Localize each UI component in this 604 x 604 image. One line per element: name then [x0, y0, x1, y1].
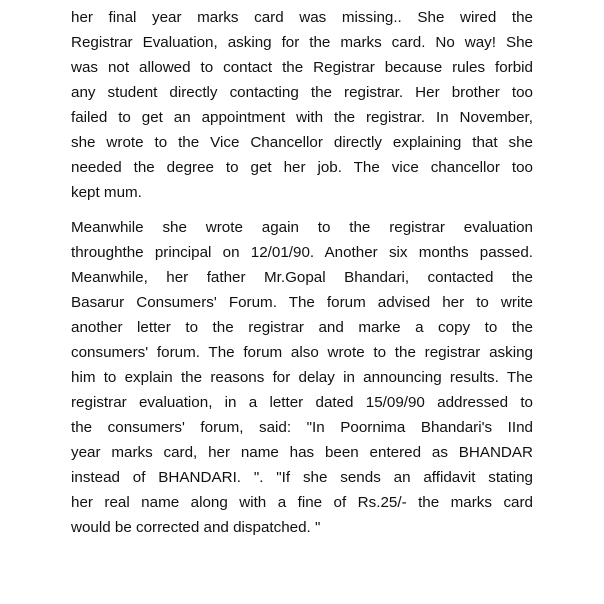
paragraph-2-line: year marks card, her name has been entered as BHANDAR [71, 444, 533, 461]
paragraph-1-line: her final year marks card was missing.. She wired the [71, 9, 533, 26]
paragraph-2-line: would be corrected and dispatched. " [71, 519, 321, 536]
paragraph-1-line: was not allowed to contact the Registrar because rules forbid [71, 59, 533, 76]
paragraph-1-line: any student directly contacting the registrar. Her brother too [71, 84, 533, 101]
paragraph-2-line: registrar evaluation, in a letter dated 15/09/90 addressed to [71, 394, 533, 411]
paragraph-2-line: him to explain the reasons for delay in announcing results. The [71, 369, 533, 386]
paragraph-2-line: throughthe principal on 12/01/90. Another six months passed. [71, 244, 533, 261]
paragraph-1 [71, 5, 533, 205]
paragraph-2-line: her real name along with a fine of Rs.25/- the marks card [71, 494, 533, 511]
paragraph-2-line: the consumers' forum, said: "In Poornima Bhandari's IInd [71, 419, 533, 436]
paragraph-1-line: Registrar Evaluation, asking for the marks card. No way! She [71, 34, 533, 51]
paragraph-2 [71, 215, 533, 540]
paragraph-1-line: she wrote to the Vice Chancellor directly explaining that she [71, 134, 533, 151]
paragraph-2-line: consumers' forum. The forum also wrote to the registrar asking [71, 344, 533, 361]
paragraph-2-line: Basarur Consumers' Forum. The forum advised her to write [71, 294, 533, 311]
paragraph-2-line: another letter to the registrar and marke a copy to the [71, 319, 533, 336]
paragraph-1-line: kept mum. [71, 184, 142, 201]
paragraph-2-line: Meanwhile, her father Mr.Gopal Bhandari, contacted the [71, 269, 533, 286]
paragraph-1-line: needed the degree to get her job. The vice chancellor too [71, 159, 533, 176]
paragraph-1-line: failed to get an appointment with the registrar. In November, [71, 109, 533, 126]
paragraph-2-line: Meanwhile she wrote again to the registrar evaluation [71, 219, 533, 236]
paragraph-2-line: instead of BHANDARI. ". "If she sends an affidavit stating [71, 469, 533, 486]
